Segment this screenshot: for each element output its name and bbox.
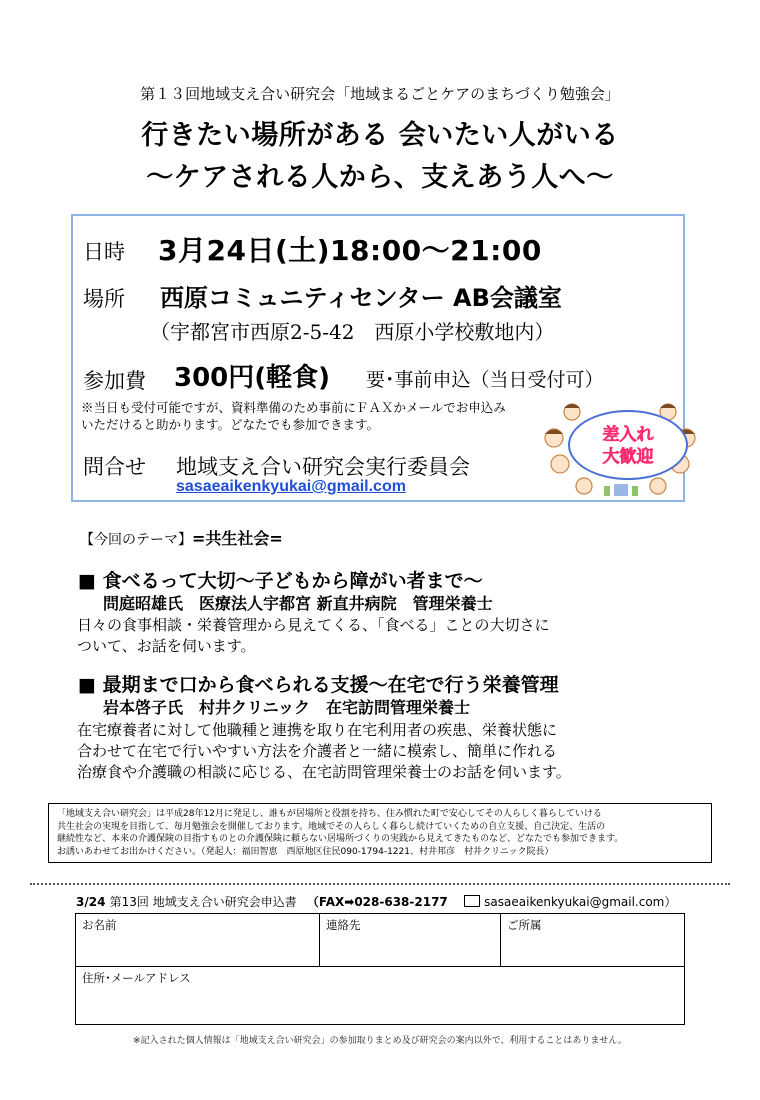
contact-label: 問合せ — [83, 455, 146, 479]
topic-1-heading: ■ 食べるって大切～子どもから障がい者まで～ — [78, 570, 483, 592]
registration-note: ※当日も受付可能ですが、資料準備のため事前にＦＡＸかメールでお申込み いただけると助かります。どなたでも参加できます。 — [81, 400, 506, 432]
topic-1-speaker: 問庭昭雄氏 医療法人宇都宮 新直井病院 管理栄養士 — [103, 594, 493, 613]
address-text: （宇都宮市西原2-5-42 西原小学校敷地内） — [150, 320, 555, 344]
event-title-line1: 行きたい場所がある 会いたい人がいる — [141, 120, 619, 151]
datetime-label: 日時 — [83, 240, 125, 264]
datetime-value: 3月24日(土)18:00～21:00 — [158, 234, 542, 267]
cut-line-divider — [30, 883, 730, 885]
topic-2-description: 在宅療養者に対して他職種と連携を取り在宅利用者の疾患、栄養状態に 合わせて在宅で行いやすい方法を介護者と一緒に模索し、簡単に作れる 治療食や介護職の相談に応じる、在宅訪問管理栄養士のお話を伺います。 — [77, 721, 571, 781]
application-form-header: 3/24 第13回 地域支え合い研究会申込書 （FAX➡028-638-2177 sasaeaikenkyukai@gmail.com） — [76, 895, 677, 909]
affiliation-label: ご所属 — [507, 918, 542, 932]
event-subtitle: 第１３回地域支え合い研究会「地域まるごとケアのまちづくり勉強会」 — [140, 85, 620, 103]
contact-field[interactable] — [320, 914, 500, 966]
organization-about-box: 「地域支え合い研究会」は平成28年12月に発足し、誰もが居場所と役割を持ち、住み慣れた町で安心してその人らしく暮らしていける 共生社会の実現を目指して、毎月勉強会を開催しております。地域でその人らしく暮らし続けていくための自立支援、自己決定、生活の 継続性など、本来の介護保険の目指すものとの介護保険に頼らない居場所づくりの実践から見えてきたものなど、どなたでも参加できます。 お誘いあわせてお出かけください。（発起人：福田智恵 西原地区住民090-1794-1221、村井邦彦 村井クリニック院長） — [48, 803, 712, 863]
topic-2-speaker: 岩本啓子氏 村井クリニック 在宅訪問管理栄養士 — [103, 698, 471, 717]
contact-field-label: 連絡先 — [326, 918, 361, 932]
theme-value: =共生社会= — [192, 529, 283, 548]
place-label: 場所 — [83, 287, 125, 311]
fee-value: 300円(軽食) — [174, 363, 331, 393]
theme-heading: 【今回のテーマ】=共生社会= — [80, 529, 283, 548]
event-title-line2: ～ケアされる人から、支えあう人へ～ — [146, 162, 614, 193]
name-label: お名前 — [82, 918, 117, 932]
mail-icon — [464, 895, 480, 907]
place-value: 西原コミュニティセンター AB会議室 — [160, 284, 562, 312]
donation-welcome-badge: 差入れ 大歓迎 — [568, 410, 688, 480]
topic-2-heading: ■ 最期まで口から食べられる支援～在宅で行う栄養管理 — [78, 674, 559, 696]
application-form-table — [75, 913, 685, 1025]
address-email-field[interactable] — [76, 967, 684, 1024]
topic-1-description: 日々の食事相談・栄養管理から見えてくる、「食べる」ことの大切さに ついて、お話を伺います。 — [77, 616, 550, 655]
contact-email-link[interactable]: sasaeaikenkyukai@gmail.com — [176, 478, 406, 495]
name-field[interactable] — [76, 914, 319, 966]
address-email-label: 住所･メールアドレス — [82, 971, 191, 985]
fee-label: 参加費 — [83, 369, 146, 393]
fee-note: 要･事前申込（当日受付可） — [366, 369, 604, 391]
affiliation-field[interactable] — [501, 914, 684, 966]
contact-value: 地域支え合い研究会実行委員会 — [176, 455, 470, 479]
privacy-footnote: ※記入された個人情報は「地域支え合い研究会」の参加取りまとめ及び研究会の案内以外で、利用することはありません。 — [133, 1036, 627, 1046]
